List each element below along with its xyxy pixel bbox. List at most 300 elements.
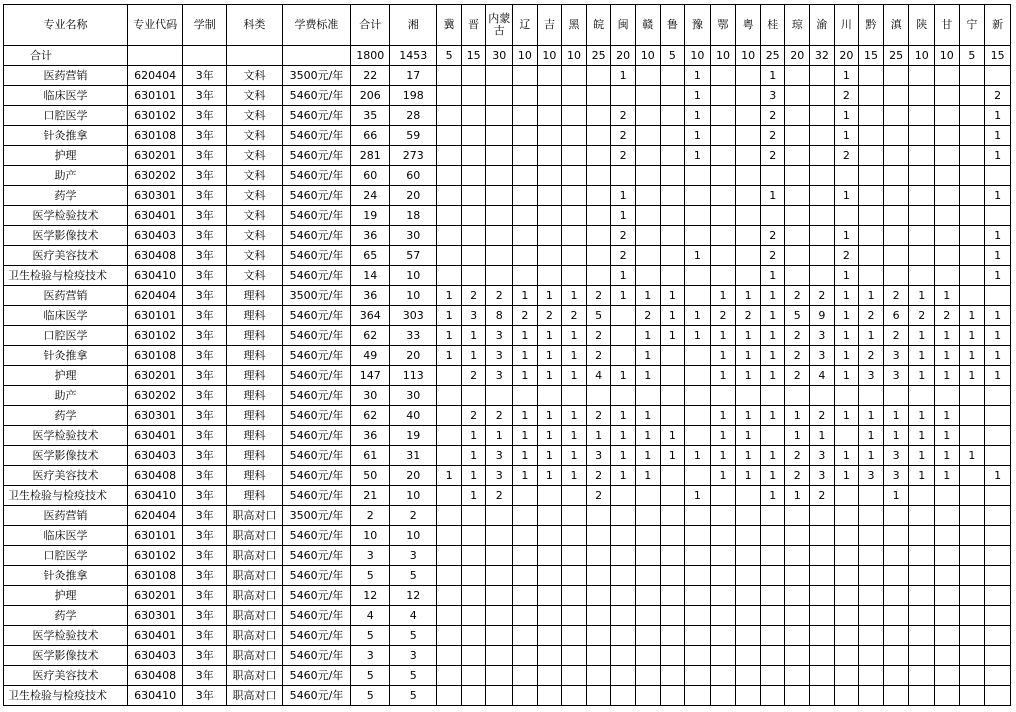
- province-quota-cell: 6: [883, 306, 909, 326]
- province-quota-cell: 1: [935, 466, 960, 486]
- province-quota-cell: [486, 506, 513, 526]
- row-total-cell: 36: [351, 426, 390, 446]
- province-quota-cell: 1: [537, 366, 562, 386]
- province-quota-cell: [810, 606, 835, 626]
- province-quota-cell: [660, 126, 685, 146]
- category-cell: 理科: [227, 486, 282, 506]
- province-quota-cell: 2: [611, 146, 636, 166]
- province-quota-cell: [909, 386, 935, 406]
- province-quota-cell: [562, 686, 587, 706]
- row-total-cell: 5: [351, 566, 390, 586]
- province-quota-cell: [537, 126, 562, 146]
- province-quota-cell: [710, 86, 736, 106]
- table-row: [4, 626, 1011, 646]
- province-quota-cell: [611, 686, 636, 706]
- province-quota-cell: [562, 266, 587, 286]
- province-quota-cell: [461, 126, 486, 146]
- major-name-cell: 护理: [4, 366, 128, 386]
- header-province: 鄂: [710, 5, 736, 46]
- duration-cell: 3年: [183, 686, 227, 706]
- table-row: [4, 666, 1011, 686]
- province-quota-cell: 2: [760, 226, 785, 246]
- province-quota-cell: 10: [390, 526, 437, 546]
- duration-cell: 3年: [183, 606, 227, 626]
- province-quota-cell: [985, 546, 1011, 566]
- province-quota-cell: [635, 66, 660, 86]
- province-quota-cell: 1: [635, 366, 660, 386]
- province-quota-cell: [710, 266, 736, 286]
- header-province: 冀: [437, 5, 462, 46]
- province-quota-cell: [834, 386, 859, 406]
- totals-empty-cell: [183, 46, 227, 66]
- province-quota-cell: [486, 606, 513, 626]
- major-code-cell: 620404: [127, 506, 182, 526]
- province-quota-cell: 1: [959, 446, 985, 466]
- province-quota-cell: [437, 386, 462, 406]
- province-quota-cell: [486, 106, 513, 126]
- province-quota-cell: [635, 666, 660, 686]
- province-quota-cell: [883, 226, 909, 246]
- major-name-cell: 医学影像技术: [4, 446, 128, 466]
- province-quota-cell: 1: [834, 186, 859, 206]
- province-quota-cell: [685, 386, 711, 406]
- totals-province-cell: 10: [537, 46, 562, 66]
- province-quota-cell: 1: [985, 326, 1011, 346]
- province-quota-cell: [959, 426, 985, 446]
- province-quota-cell: [513, 266, 538, 286]
- province-quota-cell: [810, 626, 835, 646]
- province-quota-cell: [909, 606, 935, 626]
- province-quota-cell: [437, 406, 462, 426]
- fee-cell: 5460元/年: [282, 106, 351, 126]
- province-quota-cell: [635, 546, 660, 566]
- major-name-cell: 护理: [4, 586, 128, 606]
- province-quota-cell: [537, 226, 562, 246]
- province-quota-cell: 2: [586, 326, 611, 346]
- province-quota-cell: [461, 606, 486, 626]
- province-quota-cell: [461, 86, 486, 106]
- province-quota-cell: [959, 86, 985, 106]
- province-quota-cell: 1: [537, 426, 562, 446]
- province-quota-cell: 2: [785, 446, 810, 466]
- province-quota-cell: 3: [810, 346, 835, 366]
- header-province: 粤: [736, 5, 761, 46]
- fee-cell: 3500元/年: [282, 286, 351, 306]
- province-quota-cell: 1: [909, 466, 935, 486]
- province-quota-cell: 1: [935, 426, 960, 446]
- fee-cell: 5460元/年: [282, 626, 351, 646]
- province-quota-cell: [736, 146, 761, 166]
- province-quota-cell: [513, 666, 538, 686]
- province-quota-cell: [586, 566, 611, 586]
- province-quota-cell: 1: [660, 286, 685, 306]
- province-quota-cell: [710, 226, 736, 246]
- header-name: 专业名称: [4, 5, 128, 46]
- province-quota-cell: [909, 506, 935, 526]
- row-total-cell: 12: [351, 586, 390, 606]
- province-quota-cell: [537, 626, 562, 646]
- row-total-cell: 35: [351, 106, 390, 126]
- table-row: [4, 526, 1011, 546]
- header-province: 滇: [883, 5, 909, 46]
- province-quota-cell: [883, 146, 909, 166]
- province-quota-cell: 1: [909, 446, 935, 466]
- province-quota-cell: 2: [611, 106, 636, 126]
- province-quota-cell: 1: [635, 286, 660, 306]
- header-province: 赣: [635, 5, 660, 46]
- major-code-cell: 630108: [127, 346, 182, 366]
- province-quota-cell: [859, 386, 884, 406]
- province-quota-cell: 1: [710, 446, 736, 466]
- province-quota-cell: 4: [390, 606, 437, 626]
- province-quota-cell: [513, 186, 538, 206]
- province-quota-cell: [437, 106, 462, 126]
- province-quota-cell: [909, 686, 935, 706]
- header-province: 湘: [390, 5, 437, 46]
- province-quota-cell: 303: [390, 306, 437, 326]
- province-quota-cell: [611, 306, 636, 326]
- category-cell: 文科: [227, 266, 282, 286]
- province-quota-cell: [685, 546, 711, 566]
- province-quota-cell: [635, 146, 660, 166]
- province-quota-cell: [562, 626, 587, 646]
- totals-province-cell: 10: [935, 46, 960, 66]
- province-quota-cell: [959, 186, 985, 206]
- province-quota-cell: [760, 586, 785, 606]
- province-quota-cell: [586, 686, 611, 706]
- province-quota-cell: 2: [760, 146, 785, 166]
- province-quota-cell: 1: [635, 406, 660, 426]
- province-quota-cell: [935, 606, 960, 626]
- province-quota-cell: [834, 666, 859, 686]
- totals-province-cell: 1453: [390, 46, 437, 66]
- province-quota-cell: [785, 146, 810, 166]
- province-quota-cell: 1: [710, 346, 736, 366]
- province-quota-cell: [985, 66, 1011, 86]
- province-quota-cell: [834, 566, 859, 586]
- province-quota-cell: 1: [834, 126, 859, 146]
- province-quota-cell: [834, 646, 859, 666]
- province-quota-cell: 1: [909, 326, 935, 346]
- province-quota-cell: [513, 546, 538, 566]
- province-quota-cell: [710, 126, 736, 146]
- province-quota-cell: [685, 166, 711, 186]
- table-row: [4, 246, 1011, 266]
- totals-province-cell: 10: [710, 46, 736, 66]
- province-quota-cell: [909, 566, 935, 586]
- province-quota-cell: [513, 586, 538, 606]
- province-quota-cell: 20: [390, 186, 437, 206]
- province-quota-cell: [959, 606, 985, 626]
- province-quota-cell: [486, 166, 513, 186]
- province-quota-cell: 1: [760, 66, 785, 86]
- province-quota-cell: 1: [611, 206, 636, 226]
- province-quota-cell: [562, 546, 587, 566]
- duration-cell: 3年: [183, 326, 227, 346]
- province-quota-cell: [461, 666, 486, 686]
- major-code-cell: 620404: [127, 286, 182, 306]
- major-code-cell: 630408: [127, 466, 182, 486]
- province-quota-cell: [883, 206, 909, 226]
- row-total-cell: 4: [351, 606, 390, 626]
- row-total-cell: 14: [351, 266, 390, 286]
- province-quota-cell: 1: [883, 486, 909, 506]
- category-cell: 文科: [227, 206, 282, 226]
- province-quota-cell: 18: [390, 206, 437, 226]
- province-quota-cell: [513, 606, 538, 626]
- province-quota-cell: 2: [736, 306, 761, 326]
- duration-cell: 3年: [183, 646, 227, 666]
- major-code-cell: 630101: [127, 306, 182, 326]
- row-total-cell: 65: [351, 246, 390, 266]
- province-quota-cell: [736, 626, 761, 646]
- row-total-cell: 61: [351, 446, 390, 466]
- province-quota-cell: 1: [710, 466, 736, 486]
- province-quota-cell: 1: [710, 366, 736, 386]
- major-code-cell: 630410: [127, 686, 182, 706]
- province-quota-cell: [785, 686, 810, 706]
- province-quota-cell: [586, 266, 611, 286]
- province-quota-cell: [486, 546, 513, 566]
- province-quota-cell: [810, 66, 835, 86]
- province-quota-cell: [985, 646, 1011, 666]
- major-code-cell: 630401: [127, 626, 182, 646]
- province-quota-cell: [760, 626, 785, 646]
- province-quota-cell: 3: [810, 326, 835, 346]
- duration-cell: 3年: [183, 586, 227, 606]
- province-quota-cell: [537, 386, 562, 406]
- province-quota-cell: 1: [685, 446, 711, 466]
- province-quota-cell: [513, 686, 538, 706]
- province-quota-cell: [909, 586, 935, 606]
- table-row: [4, 146, 1011, 166]
- province-quota-cell: [760, 166, 785, 186]
- totals-province-cell: 10: [513, 46, 538, 66]
- province-quota-cell: [635, 246, 660, 266]
- row-total-cell: 3: [351, 646, 390, 666]
- province-quota-cell: [562, 146, 587, 166]
- province-quota-cell: [635, 126, 660, 146]
- province-quota-cell: [513, 646, 538, 666]
- province-quota-cell: 1: [513, 466, 538, 486]
- province-quota-cell: [883, 546, 909, 566]
- province-quota-cell: 2: [859, 346, 884, 366]
- province-quota-cell: [959, 166, 985, 186]
- province-quota-cell: 1: [635, 466, 660, 486]
- province-quota-cell: [537, 686, 562, 706]
- totals-province-cell: 25: [586, 46, 611, 66]
- totals-row: [4, 46, 1011, 66]
- province-quota-cell: 2: [710, 306, 736, 326]
- province-quota-cell: [635, 526, 660, 546]
- table-row: [4, 66, 1011, 86]
- province-quota-cell: [437, 86, 462, 106]
- province-quota-cell: 1: [562, 426, 587, 446]
- province-quota-cell: [883, 106, 909, 126]
- province-quota-cell: [437, 366, 462, 386]
- province-quota-cell: [736, 126, 761, 146]
- totals-province-cell: 10: [635, 46, 660, 66]
- province-quota-cell: [736, 526, 761, 546]
- province-quota-cell: [611, 606, 636, 626]
- province-quota-cell: 2: [785, 466, 810, 486]
- province-quota-cell: 1: [611, 266, 636, 286]
- province-quota-cell: [859, 566, 884, 586]
- header-total: 合计: [351, 5, 390, 46]
- province-quota-cell: [660, 406, 685, 426]
- totals-province-cell: 20: [834, 46, 859, 66]
- province-quota-cell: [562, 566, 587, 586]
- province-quota-cell: [635, 566, 660, 586]
- province-quota-cell: [461, 646, 486, 666]
- province-quota-cell: 2: [785, 366, 810, 386]
- province-quota-cell: [437, 126, 462, 146]
- province-quota-cell: [586, 146, 611, 166]
- province-quota-cell: [859, 86, 884, 106]
- category-cell: 文科: [227, 226, 282, 246]
- province-quota-cell: [513, 566, 538, 586]
- province-quota-cell: 1: [736, 326, 761, 346]
- province-quota-cell: [859, 526, 884, 546]
- province-quota-cell: [935, 66, 960, 86]
- major-code-cell: 630102: [127, 546, 182, 566]
- major-name-cell: 卫生检验与检疫技术: [4, 686, 128, 706]
- totals-province-cell: 15: [985, 46, 1011, 66]
- province-quota-cell: [959, 386, 985, 406]
- province-quota-cell: [586, 546, 611, 566]
- province-quota-cell: [909, 186, 935, 206]
- row-total-cell: 49: [351, 346, 390, 366]
- category-cell: 理科: [227, 366, 282, 386]
- province-quota-cell: 1: [685, 86, 711, 106]
- province-quota-cell: [437, 446, 462, 466]
- province-quota-cell: 1: [760, 406, 785, 426]
- province-quota-cell: [611, 546, 636, 566]
- province-quota-cell: [935, 386, 960, 406]
- province-quota-cell: 1: [760, 486, 785, 506]
- province-quota-cell: [513, 106, 538, 126]
- province-quota-cell: [611, 626, 636, 646]
- province-quota-cell: [660, 566, 685, 586]
- province-quota-cell: [909, 626, 935, 646]
- province-quota-cell: [785, 606, 810, 626]
- province-quota-cell: 1: [562, 466, 587, 486]
- province-quota-cell: 2: [537, 306, 562, 326]
- province-quota-cell: [486, 386, 513, 406]
- province-quota-cell: [985, 446, 1011, 466]
- province-quota-cell: [736, 686, 761, 706]
- province-quota-cell: [437, 626, 462, 646]
- province-quota-cell: 2: [785, 346, 810, 366]
- category-cell: 职高对口: [227, 546, 282, 566]
- province-quota-cell: [461, 266, 486, 286]
- province-quota-cell: [685, 666, 711, 686]
- province-quota-cell: [513, 146, 538, 166]
- province-quota-cell: [810, 526, 835, 546]
- province-quota-cell: 1: [760, 186, 785, 206]
- province-quota-cell: [909, 486, 935, 506]
- category-cell: 职高对口: [227, 566, 282, 586]
- province-quota-cell: [909, 246, 935, 266]
- province-quota-cell: [834, 686, 859, 706]
- major-name-cell: 医学影像技术: [4, 646, 128, 666]
- province-quota-cell: [935, 106, 960, 126]
- major-name-cell: 药学: [4, 406, 128, 426]
- province-quota-cell: 2: [810, 286, 835, 306]
- fee-cell: 3500元/年: [282, 506, 351, 526]
- province-quota-cell: [635, 606, 660, 626]
- province-quota-cell: [959, 146, 985, 166]
- province-quota-cell: [859, 646, 884, 666]
- province-quota-cell: [959, 226, 985, 246]
- province-quota-cell: [437, 486, 462, 506]
- province-quota-cell: [810, 386, 835, 406]
- province-quota-cell: 1: [760, 366, 785, 386]
- province-quota-cell: 1: [883, 426, 909, 446]
- province-quota-cell: 1: [760, 286, 785, 306]
- province-quota-cell: 1: [537, 346, 562, 366]
- province-quota-cell: 1: [810, 426, 835, 446]
- province-quota-cell: [710, 206, 736, 226]
- province-quota-cell: [810, 86, 835, 106]
- fee-cell: 5460元/年: [282, 606, 351, 626]
- province-quota-cell: [635, 186, 660, 206]
- category-cell: 职高对口: [227, 626, 282, 646]
- province-quota-cell: [437, 186, 462, 206]
- province-quota-cell: 1: [562, 406, 587, 426]
- province-quota-cell: 1: [537, 446, 562, 466]
- province-quota-cell: [785, 166, 810, 186]
- major-name-cell: 针灸推拿: [4, 566, 128, 586]
- province-quota-cell: [685, 266, 711, 286]
- major-name-cell: 卫生检验与检疫技术: [4, 266, 128, 286]
- province-quota-cell: [785, 86, 810, 106]
- province-quota-cell: 1: [611, 66, 636, 86]
- province-quota-cell: [461, 626, 486, 646]
- province-quota-cell: [959, 486, 985, 506]
- province-quota-cell: 1: [935, 286, 960, 306]
- province-quota-cell: 1: [685, 326, 711, 346]
- province-quota-cell: 1: [611, 466, 636, 486]
- major-code-cell: 630301: [127, 406, 182, 426]
- province-quota-cell: 1: [461, 446, 486, 466]
- province-quota-cell: [660, 246, 685, 266]
- province-quota-cell: [785, 566, 810, 586]
- major-name-cell: 医药营销: [4, 286, 128, 306]
- province-quota-cell: [685, 406, 711, 426]
- province-quota-cell: 3: [390, 646, 437, 666]
- duration-cell: 3年: [183, 66, 227, 86]
- province-quota-cell: 1: [611, 446, 636, 466]
- fee-cell: 5460元/年: [282, 86, 351, 106]
- province-quota-cell: [859, 506, 884, 526]
- province-quota-cell: 1: [437, 286, 462, 306]
- province-quota-cell: [437, 606, 462, 626]
- province-quota-cell: [486, 526, 513, 546]
- province-quota-cell: 1: [437, 466, 462, 486]
- province-quota-cell: 1: [461, 326, 486, 346]
- province-quota-cell: [736, 106, 761, 126]
- province-quota-cell: [935, 526, 960, 546]
- duration-cell: 3年: [183, 106, 227, 126]
- major-name-cell: 针灸推拿: [4, 346, 128, 366]
- province-quota-cell: [537, 246, 562, 266]
- major-name-cell: 药学: [4, 186, 128, 206]
- major-name-cell: 助产: [4, 386, 128, 406]
- province-quota-cell: [562, 486, 587, 506]
- fee-cell: 5460元/年: [282, 566, 351, 586]
- province-quota-cell: 3: [486, 466, 513, 486]
